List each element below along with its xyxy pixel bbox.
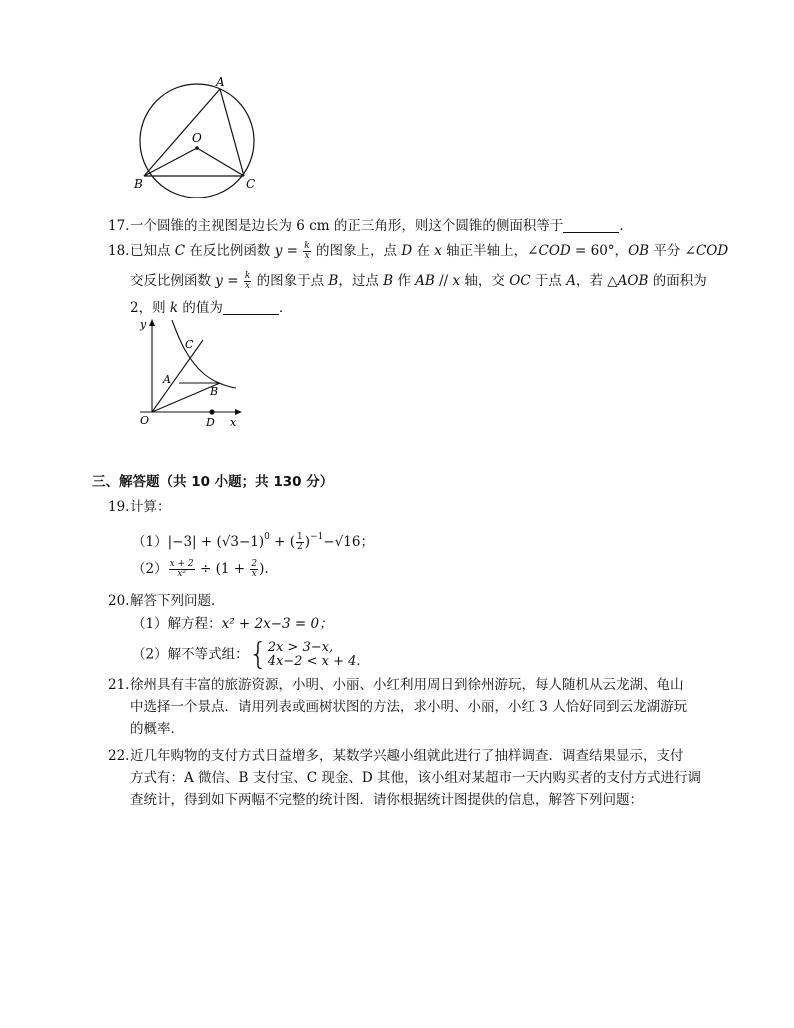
equation: x² + 2x−3 = 0；	[221, 616, 333, 632]
denominator: x	[245, 281, 251, 291]
question-19-part-2	[132, 559, 269, 579]
hyperbola-curve	[172, 320, 236, 388]
segment-ob	[144, 148, 197, 176]
part-label: （1）	[132, 534, 168, 550]
var-c: C	[174, 243, 186, 259]
question-18-line-3	[130, 298, 292, 318]
question-22-line-3	[130, 790, 643, 810]
text: =	[222, 273, 243, 289]
question-19-part-1	[132, 527, 374, 552]
inequality-system	[268, 641, 361, 669]
system-brace: {	[248, 637, 268, 672]
answer-blank	[563, 218, 619, 233]
text: = 60°，	[570, 243, 629, 259]
section-heading: 三、解答题（共 10 小题；共 130 分）	[92, 474, 334, 490]
denominator: x	[251, 569, 257, 579]
var-k: k	[169, 300, 179, 316]
point-d	[209, 409, 214, 414]
part-text: 解不等式组：	[167, 646, 249, 663]
angle-cod: COD	[695, 243, 729, 259]
expr: |−3| + (	[167, 534, 222, 550]
label-y: y	[140, 318, 147, 331]
var-a: A	[566, 273, 576, 289]
label-c: C	[246, 177, 256, 191]
segment-oc: OC	[509, 273, 531, 289]
question-20-title	[108, 591, 225, 611]
question-number: 19.	[108, 499, 130, 515]
inverse-function-graph	[126, 316, 250, 430]
part-label: （2）	[132, 561, 168, 577]
question-text: 一个圆锥的主视图是边长为 6 cm 的正三角形，则这个圆锥的侧面积等于	[130, 218, 564, 234]
text: ，若 △	[575, 273, 618, 289]
question-18-line-1	[108, 241, 728, 261]
var-d: D	[401, 243, 413, 259]
text: 的值为	[178, 300, 223, 316]
question-22-line-1	[108, 746, 684, 766]
fraction-k-over-x	[244, 272, 251, 291]
label-b: B	[134, 177, 143, 191]
text: =	[282, 243, 303, 259]
text: 已知点	[130, 243, 175, 259]
fraction-2-over-x	[250, 560, 258, 579]
sqrt-16: √16	[334, 534, 361, 550]
var-x: x	[452, 273, 461, 289]
question-20-part-2	[132, 637, 361, 672]
part-text: 解方程：	[167, 616, 222, 632]
angle-cod: COD	[538, 243, 571, 259]
question-text: 方式有：A 微信、B 支付宝、C 现金、D 其他，该小组对某超市一天内购买者的支付方式进行调	[130, 770, 701, 786]
expr-end: ；	[360, 534, 374, 550]
text: 在	[412, 243, 435, 259]
text: 2，则	[130, 300, 170, 316]
sqrt-3: √3	[221, 534, 239, 550]
fraction-one-half	[296, 533, 304, 552]
segment-ac	[220, 89, 244, 176]
exponent: 0	[264, 532, 270, 542]
text: 轴，交	[460, 273, 510, 289]
expr: )	[304, 534, 311, 550]
expr: −	[323, 534, 335, 550]
numerator: 2	[251, 559, 258, 569]
question-number: 18.	[108, 243, 130, 259]
label-b: B	[210, 385, 219, 398]
label-o: O	[192, 131, 202, 145]
question-text: 中选择一个景点．请用列表或画树状图的方法，求小明、小丽，小红 3 人恰好同到云龙湖游玩	[130, 699, 688, 715]
label-x: x	[230, 416, 237, 429]
denominator: x²	[177, 569, 186, 579]
question-text: 计算：	[130, 499, 171, 515]
text: 的图象上，点	[311, 243, 402, 259]
denominator: x	[304, 251, 310, 261]
question-20-part-1	[132, 614, 333, 634]
text: 交反比例函数	[130, 273, 216, 289]
question-22-line-2	[130, 768, 701, 788]
text: //	[434, 273, 453, 289]
segment-ab: AB	[415, 273, 435, 289]
question-text: 近几年购物的支付方式日益增多，某数学兴趣小组就此进行了抽样调查．调查结果显示，支付	[130, 748, 684, 764]
question-end: ．	[619, 218, 633, 234]
label-o: O	[140, 414, 150, 427]
question-21-line-1	[108, 675, 684, 695]
question-18-line-2	[130, 271, 707, 291]
var-b: B	[328, 273, 339, 289]
text: 于点	[530, 273, 567, 289]
y-axis-arrow	[149, 319, 155, 326]
text: 平分 ∠	[649, 243, 696, 259]
fraction-k-over-x	[303, 242, 310, 261]
text: 轴正半轴上，∠	[441, 243, 539, 259]
expr: + (	[269, 534, 296, 550]
label-d: D	[206, 416, 215, 429]
question-text: 徐州具有丰富的旅游资源，小明、小丽、小红利用周日到徐州游玩，每人随机从云龙湖、龟山	[130, 677, 684, 693]
expr-end: ).	[259, 561, 269, 577]
label-a: A	[216, 75, 225, 89]
center-dot	[195, 146, 199, 150]
fraction-x-plus-2-over-x-squared	[169, 560, 195, 579]
question-17	[108, 216, 633, 236]
label-a: A	[163, 373, 171, 386]
inequality-row: 4x−2 < x + 4.	[267, 654, 361, 669]
question-number: 21.	[108, 677, 130, 693]
question-21-line-3	[130, 719, 184, 739]
exponent: −1	[310, 532, 324, 542]
triangle-aob: AOB	[617, 273, 649, 289]
numerator: x + 2	[169, 559, 194, 569]
numerator: k	[244, 271, 251, 281]
var-y: y	[274, 243, 283, 259]
label-c: C	[185, 338, 194, 351]
question-text: 的概率．	[130, 721, 184, 737]
question-number: 20.	[108, 593, 130, 609]
text: ，过点	[338, 273, 384, 289]
segment-ob: OB	[628, 243, 650, 259]
expr: −1)	[238, 534, 265, 550]
inequality-row: 2x > 3−x,	[267, 640, 334, 655]
denominator: 2	[297, 542, 303, 552]
part-label: （2）	[132, 646, 168, 663]
circle-triangle-figure	[126, 74, 276, 198]
question-text: 查统计，得到如下两幅不完整的统计图．请你根据统计图提供的信息，解答下列问题：	[130, 792, 643, 808]
text: 的面积为	[648, 273, 707, 289]
text: 的图象于点	[252, 273, 329, 289]
question-19-title	[108, 497, 171, 517]
part-label: （1）	[132, 616, 168, 632]
question-text: 解答下列问题．	[130, 593, 225, 609]
question-number: 22.	[108, 748, 130, 764]
expr: ÷ (1 +	[195, 561, 250, 577]
question-21-line-2	[130, 697, 687, 717]
text: 作	[393, 273, 416, 289]
numerator: 1	[297, 532, 303, 542]
var-x: x	[434, 243, 442, 259]
x-axis-arrow	[235, 409, 242, 415]
var-b: B	[383, 273, 394, 289]
question-end: ．	[278, 300, 293, 316]
question-number: 17.	[108, 218, 130, 234]
answer-blank	[223, 300, 279, 315]
var-y: y	[215, 273, 223, 289]
numerator: k	[304, 241, 310, 251]
text: 在反比例函数	[185, 243, 275, 259]
